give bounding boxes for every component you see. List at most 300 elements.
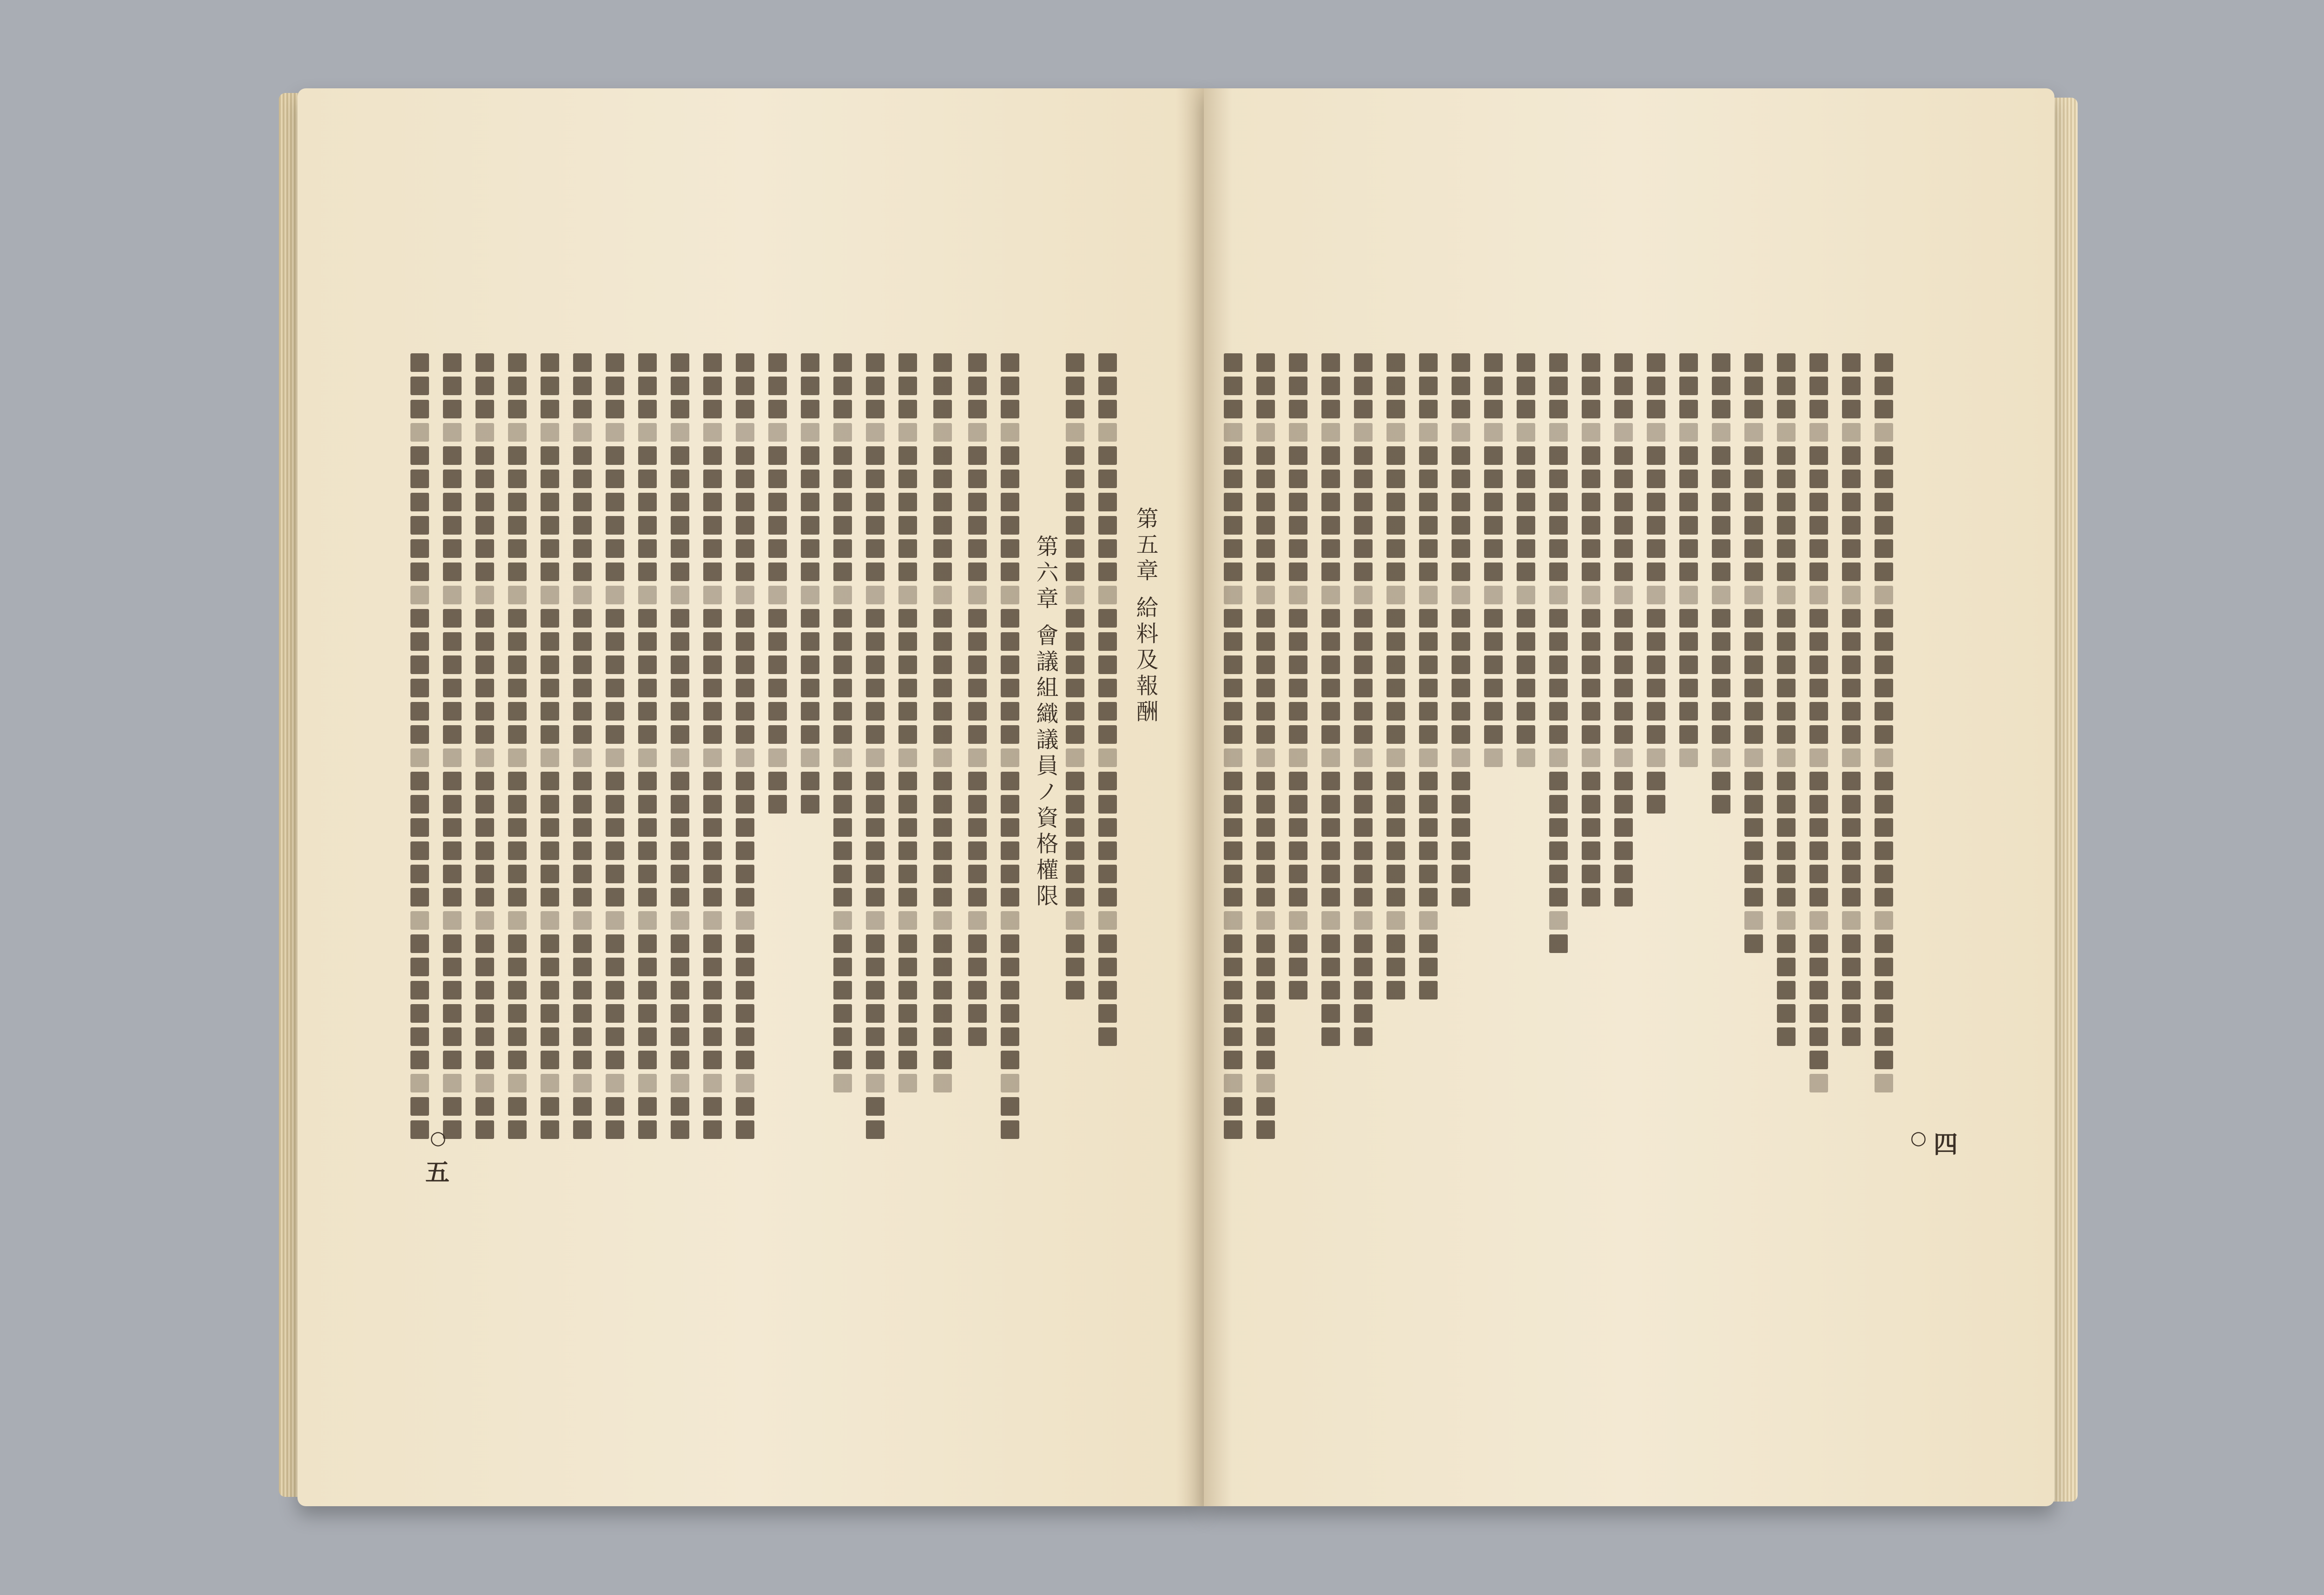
glyph-placeholder: [638, 446, 657, 465]
glyph-placeholder: [1256, 911, 1275, 930]
glyph-placeholder: [1098, 1027, 1117, 1046]
glyph-placeholder: [736, 655, 754, 674]
glyph-placeholder: [703, 748, 722, 767]
glyph-placeholder: [1289, 934, 1307, 953]
glyph-placeholder: [1549, 679, 1568, 697]
glyph-placeholder: [443, 702, 462, 721]
glyph-placeholder: [1354, 888, 1373, 907]
glyph-placeholder: [1098, 888, 1117, 907]
glyph-placeholder: [1582, 446, 1600, 465]
glyph-placeholder: [1256, 470, 1275, 488]
glyph-placeholder: [1419, 748, 1438, 767]
glyph-placeholder: [508, 539, 527, 558]
glyph-placeholder: [508, 423, 527, 442]
glyph-placeholder: [475, 377, 494, 395]
glyph-placeholder: [768, 563, 787, 581]
glyph-placeholder: [541, 446, 559, 465]
glyph-placeholder: [1321, 539, 1340, 558]
text-column: [1645, 353, 1667, 818]
glyph-placeholder: [833, 446, 852, 465]
glyph-placeholder: [1549, 586, 1568, 604]
glyph-placeholder: [898, 841, 917, 860]
glyph-placeholder: [1001, 888, 1019, 907]
glyph-placeholder: [1647, 586, 1665, 604]
glyph-placeholder: [1582, 748, 1600, 767]
glyph-placeholder: [1614, 818, 1633, 837]
glyph-placeholder: [1517, 609, 1535, 628]
glyph-placeholder: [1842, 748, 1861, 767]
glyph-placeholder: [410, 795, 429, 814]
glyph-placeholder: [541, 516, 559, 535]
glyph-placeholder: [1224, 516, 1242, 535]
glyph-placeholder: [1386, 423, 1405, 442]
glyph-placeholder: [1419, 772, 1438, 790]
glyph-placeholder: [866, 493, 885, 511]
glyph-placeholder: [1484, 632, 1503, 651]
glyph-placeholder: [1256, 934, 1275, 953]
glyph-placeholder: [1386, 470, 1405, 488]
text-column: [799, 353, 821, 818]
glyph-placeholder: [638, 865, 657, 883]
glyph-placeholder: [866, 353, 885, 372]
glyph-placeholder: [933, 493, 952, 511]
glyph-placeholder: [898, 818, 917, 837]
glyph-placeholder: [1256, 400, 1275, 418]
glyph-placeholder: [1224, 911, 1242, 930]
glyph-placeholder: [573, 911, 592, 930]
glyph-placeholder: [801, 377, 819, 395]
glyph-placeholder: [1614, 795, 1633, 814]
glyph-placeholder: [1452, 493, 1470, 511]
glyph-placeholder: [541, 981, 559, 999]
glyph-placeholder: [1744, 841, 1763, 860]
text-column: [1678, 353, 1699, 772]
glyph-placeholder: [1517, 679, 1535, 697]
glyph-placeholder: [736, 772, 754, 790]
glyph-placeholder: [410, 772, 429, 790]
glyph-placeholder: [1777, 470, 1796, 488]
glyph-placeholder: [573, 353, 592, 372]
glyph-placeholder: [1777, 772, 1796, 790]
glyph-placeholder: [1809, 748, 1828, 767]
glyph-placeholder: [443, 1074, 462, 1092]
glyph-placeholder: [933, 632, 952, 651]
glyph-placeholder: [475, 1074, 494, 1092]
glyph-placeholder: [541, 470, 559, 488]
glyph-placeholder: [866, 748, 885, 767]
glyph-placeholder: [508, 400, 527, 418]
glyph-placeholder: [933, 1004, 952, 1023]
glyph-placeholder: [1744, 539, 1763, 558]
glyph-placeholder: [606, 679, 624, 697]
glyph-placeholder: [1582, 470, 1600, 488]
glyph-placeholder: [1224, 586, 1242, 604]
glyph-placeholder: [638, 679, 657, 697]
glyph-placeholder: [1875, 865, 1893, 883]
glyph-placeholder: [1354, 748, 1373, 767]
glyph-placeholder: [1289, 516, 1307, 535]
glyph-placeholder: [833, 981, 852, 999]
glyph-placeholder: [898, 679, 917, 697]
glyph-placeholder: [1809, 679, 1828, 697]
glyph-placeholder: [1777, 911, 1796, 930]
glyph-placeholder: [1224, 725, 1242, 744]
glyph-placeholder: [541, 911, 559, 930]
glyph-placeholder: [475, 470, 494, 488]
glyph-placeholder: [736, 1120, 754, 1139]
glyph-placeholder: [1256, 377, 1275, 395]
glyph-placeholder: [573, 400, 592, 418]
glyph-placeholder: [1744, 911, 1763, 930]
glyph-placeholder: [1809, 586, 1828, 604]
glyph-placeholder: [671, 795, 689, 814]
glyph-placeholder: [1066, 446, 1084, 465]
glyph-placeholder: [1809, 1004, 1828, 1023]
glyph-placeholder: [1098, 655, 1117, 674]
glyph-placeholder: [1744, 353, 1763, 372]
glyph-placeholder: [1419, 981, 1438, 999]
glyph-placeholder: [1517, 493, 1535, 511]
glyph-placeholder: [541, 1097, 559, 1116]
glyph-placeholder: [1842, 841, 1861, 860]
glyph-placeholder: [1744, 655, 1763, 674]
glyph-placeholder: [1321, 725, 1340, 744]
glyph-placeholder: [703, 609, 722, 628]
glyph-placeholder: [1066, 934, 1084, 953]
glyph-placeholder: [1001, 748, 1019, 767]
glyph-placeholder: [1001, 446, 1019, 465]
glyph-placeholder: [1582, 539, 1600, 558]
glyph-placeholder: [866, 841, 885, 860]
glyph-placeholder: [1354, 1004, 1373, 1023]
glyph-placeholder: [1842, 470, 1861, 488]
glyph-placeholder: [1614, 772, 1633, 790]
glyph-placeholder: [1614, 400, 1633, 418]
glyph-placeholder: [410, 1004, 429, 1023]
glyph-placeholder: [638, 1051, 657, 1069]
glyph-placeholder: [475, 725, 494, 744]
glyph-placeholder: [866, 888, 885, 907]
glyph-placeholder: [1777, 841, 1796, 860]
glyph-placeholder: [1386, 772, 1405, 790]
glyph-placeholder: [1419, 539, 1438, 558]
glyph-placeholder: [1066, 400, 1084, 418]
glyph-placeholder: [1484, 423, 1503, 442]
glyph-placeholder: [1712, 795, 1730, 814]
glyph-placeholder: [475, 655, 494, 674]
glyph-placeholder: [736, 516, 754, 535]
glyph-placeholder: [1777, 632, 1796, 651]
glyph-placeholder: [1712, 748, 1730, 767]
glyph-placeholder: [1614, 470, 1633, 488]
glyph-placeholder: [1419, 818, 1438, 837]
glyph-placeholder: [736, 1074, 754, 1092]
glyph-placeholder: [866, 934, 885, 953]
glyph-placeholder: [833, 353, 852, 372]
glyph-placeholder: [968, 377, 987, 395]
glyph-placeholder: [1419, 353, 1438, 372]
glyph-placeholder: [638, 818, 657, 837]
glyph-placeholder: [1484, 493, 1503, 511]
glyph-placeholder: [410, 377, 429, 395]
text-column: [1450, 353, 1472, 911]
glyph-placeholder: [703, 1027, 722, 1046]
glyph-placeholder: [1419, 679, 1438, 697]
glyph-placeholder: [1484, 446, 1503, 465]
glyph-placeholder: [1001, 516, 1019, 535]
glyph-placeholder: [1256, 1004, 1275, 1023]
glyph-placeholder: [1809, 725, 1828, 744]
glyph-placeholder: [1484, 609, 1503, 628]
glyph-placeholder: [671, 865, 689, 883]
glyph-placeholder: [1484, 563, 1503, 581]
glyph-placeholder: [1744, 377, 1763, 395]
glyph-placeholder: [703, 516, 722, 535]
glyph-placeholder: [410, 934, 429, 953]
glyph-placeholder: [1354, 353, 1373, 372]
glyph-placeholder: [833, 423, 852, 442]
glyph-placeholder: [410, 702, 429, 721]
glyph-placeholder: [671, 841, 689, 860]
glyph-placeholder: [1647, 400, 1665, 418]
glyph-placeholder: [1098, 679, 1117, 697]
glyph-placeholder: [410, 1097, 429, 1116]
glyph-placeholder: [1582, 609, 1600, 628]
glyph-placeholder: [1809, 772, 1828, 790]
glyph-placeholder: [1484, 679, 1503, 697]
glyph-placeholder: [1224, 1074, 1242, 1092]
glyph-placeholder: [801, 609, 819, 628]
glyph-placeholder: [1647, 563, 1665, 581]
glyph-placeholder: [1256, 702, 1275, 721]
glyph-placeholder: [1098, 632, 1117, 651]
glyph-placeholder: [898, 748, 917, 767]
glyph-placeholder: [1712, 539, 1730, 558]
glyph-placeholder: [898, 958, 917, 976]
glyph-placeholder: [703, 446, 722, 465]
glyph-placeholder: [1001, 818, 1019, 837]
glyph-placeholder: [933, 1027, 952, 1046]
glyph-placeholder: [1386, 609, 1405, 628]
glyph-placeholder: [703, 725, 722, 744]
glyph-placeholder: [541, 377, 559, 395]
glyph-placeholder: [1386, 795, 1405, 814]
glyph-placeholder: [1582, 632, 1600, 651]
glyph-placeholder: [1809, 377, 1828, 395]
glyph-placeholder: [833, 563, 852, 581]
glyph-placeholder: [768, 353, 787, 372]
glyph-placeholder: [410, 818, 429, 837]
glyph-placeholder: [1224, 1097, 1242, 1116]
glyph-placeholder: [768, 679, 787, 697]
glyph-placeholder: [1875, 400, 1893, 418]
glyph-placeholder: [833, 539, 852, 558]
glyph-placeholder: [443, 1097, 462, 1116]
glyph-placeholder: [1842, 655, 1861, 674]
glyph-placeholder: [508, 1074, 527, 1092]
glyph-placeholder: [671, 679, 689, 697]
glyph-placeholder: [1066, 377, 1084, 395]
glyph-placeholder: [1321, 609, 1340, 628]
glyph-placeholder: [1321, 911, 1340, 930]
glyph-placeholder: [1066, 981, 1084, 999]
glyph-placeholder: [1484, 353, 1503, 372]
glyph-placeholder: [1001, 1074, 1019, 1092]
glyph-placeholder: [1001, 1120, 1019, 1139]
text-column: [832, 353, 853, 1097]
text-column: [1613, 353, 1634, 911]
glyph-placeholder: [833, 377, 852, 395]
glyph-placeholder: [443, 609, 462, 628]
glyph-placeholder: [671, 609, 689, 628]
glyph-placeholder: [573, 1120, 592, 1139]
glyph-placeholder: [475, 493, 494, 511]
glyph-placeholder: [736, 865, 754, 883]
glyph-placeholder: [443, 1004, 462, 1023]
glyph-placeholder: [968, 655, 987, 674]
glyph-placeholder: [1066, 795, 1084, 814]
glyph-placeholder: [410, 609, 429, 628]
glyph-placeholder: [768, 655, 787, 674]
glyph-placeholder: [1256, 1120, 1275, 1139]
glyph-placeholder: [541, 563, 559, 581]
glyph-placeholder: [1224, 865, 1242, 883]
glyph-placeholder: [1777, 1004, 1796, 1023]
glyph-placeholder: [638, 423, 657, 442]
glyph-placeholder: [833, 400, 852, 418]
glyph-placeholder: [736, 725, 754, 744]
glyph-placeholder: [1452, 725, 1470, 744]
glyph-placeholder: [1289, 679, 1307, 697]
glyph-placeholder: [1582, 795, 1600, 814]
glyph-placeholder: [541, 353, 559, 372]
glyph-placeholder: [1256, 772, 1275, 790]
glyph-placeholder: [1256, 1051, 1275, 1069]
glyph-placeholder: [1224, 377, 1242, 395]
glyph-placeholder: [508, 1004, 527, 1023]
glyph-placeholder: [1066, 702, 1084, 721]
glyph-placeholder: [736, 493, 754, 511]
glyph-placeholder: [508, 981, 527, 999]
glyph-placeholder: [1452, 470, 1470, 488]
glyph-placeholder: [1321, 423, 1340, 442]
glyph-placeholder: [443, 516, 462, 535]
glyph-placeholder: [1875, 1074, 1893, 1092]
glyph-placeholder: [968, 748, 987, 767]
glyph-placeholder: [475, 539, 494, 558]
glyph-placeholder: [606, 702, 624, 721]
chapter-five-heading: 第五章 給料及報酬: [1132, 507, 1158, 726]
glyph-placeholder: [1289, 446, 1307, 465]
glyph-placeholder: [410, 470, 429, 488]
glyph-placeholder: [703, 702, 722, 721]
glyph-placeholder: [898, 353, 917, 372]
glyph-placeholder: [833, 679, 852, 697]
glyph-placeholder: [606, 725, 624, 744]
glyph-placeholder: [606, 748, 624, 767]
glyph-placeholder: [573, 586, 592, 604]
glyph-placeholder: [866, 725, 885, 744]
glyph-placeholder: [1452, 516, 1470, 535]
glyph-placeholder: [703, 1051, 722, 1069]
glyph-placeholder: [1549, 772, 1568, 790]
glyph-placeholder: [1256, 981, 1275, 999]
glyph-placeholder: [573, 539, 592, 558]
glyph-placeholder: [1842, 632, 1861, 651]
glyph-placeholder: [541, 772, 559, 790]
glyph-placeholder: [1256, 725, 1275, 744]
glyph-placeholder: [736, 632, 754, 651]
glyph-placeholder: [475, 679, 494, 697]
glyph-placeholder: [933, 563, 952, 581]
glyph-placeholder: [1842, 423, 1861, 442]
glyph-placeholder: [933, 470, 952, 488]
glyph-placeholder: [1066, 609, 1084, 628]
glyph-placeholder: [736, 446, 754, 465]
glyph-placeholder: [1321, 679, 1340, 697]
glyph-placeholder: [606, 1120, 624, 1139]
glyph-placeholder: [898, 911, 917, 930]
glyph-placeholder: [443, 818, 462, 837]
glyph-placeholder: [933, 1074, 952, 1092]
glyph-placeholder: [833, 748, 852, 767]
glyph-placeholder: [898, 377, 917, 395]
glyph-placeholder: [1582, 702, 1600, 721]
glyph-placeholder: [1452, 539, 1470, 558]
glyph-placeholder: [1386, 493, 1405, 511]
glyph-placeholder: [1712, 516, 1730, 535]
glyph-placeholder: [1066, 539, 1084, 558]
text-column: [539, 353, 561, 1144]
glyph-placeholder: [475, 516, 494, 535]
glyph-placeholder: [933, 934, 952, 953]
glyph-placeholder: [703, 1074, 722, 1092]
glyph-placeholder: [933, 888, 952, 907]
glyph-placeholder: [1001, 795, 1019, 814]
glyph-placeholder: [1647, 725, 1665, 744]
glyph-placeholder: [410, 539, 429, 558]
glyph-placeholder: [671, 539, 689, 558]
glyph-placeholder: [1875, 679, 1893, 697]
glyph-placeholder: [638, 353, 657, 372]
glyph-placeholder: [768, 516, 787, 535]
glyph-placeholder: [1224, 423, 1242, 442]
glyph-placeholder: [1001, 958, 1019, 976]
glyph-placeholder: [573, 818, 592, 837]
glyph-placeholder: [1256, 655, 1275, 674]
glyph-placeholder: [1842, 1004, 1861, 1023]
glyph-placeholder: [1386, 748, 1405, 767]
glyph-placeholder: [1712, 702, 1730, 721]
glyph-placeholder: [508, 702, 527, 721]
glyph-placeholder: [1517, 446, 1535, 465]
glyph-placeholder: [898, 632, 917, 651]
glyph-placeholder: [1386, 981, 1405, 999]
glyph-placeholder: [898, 725, 917, 744]
glyph-placeholder: [1614, 493, 1633, 511]
glyph-placeholder: [866, 1027, 885, 1046]
glyph-placeholder: [671, 516, 689, 535]
glyph-placeholder: [1098, 958, 1117, 976]
glyph-placeholder: [1289, 470, 1307, 488]
glyph-placeholder: [933, 702, 952, 721]
glyph-placeholder: [833, 841, 852, 860]
glyph-placeholder: [1354, 772, 1373, 790]
glyph-placeholder: [1517, 353, 1535, 372]
glyph-placeholder: [768, 377, 787, 395]
glyph-placeholder: [475, 1051, 494, 1069]
glyph-placeholder: [1224, 888, 1242, 907]
